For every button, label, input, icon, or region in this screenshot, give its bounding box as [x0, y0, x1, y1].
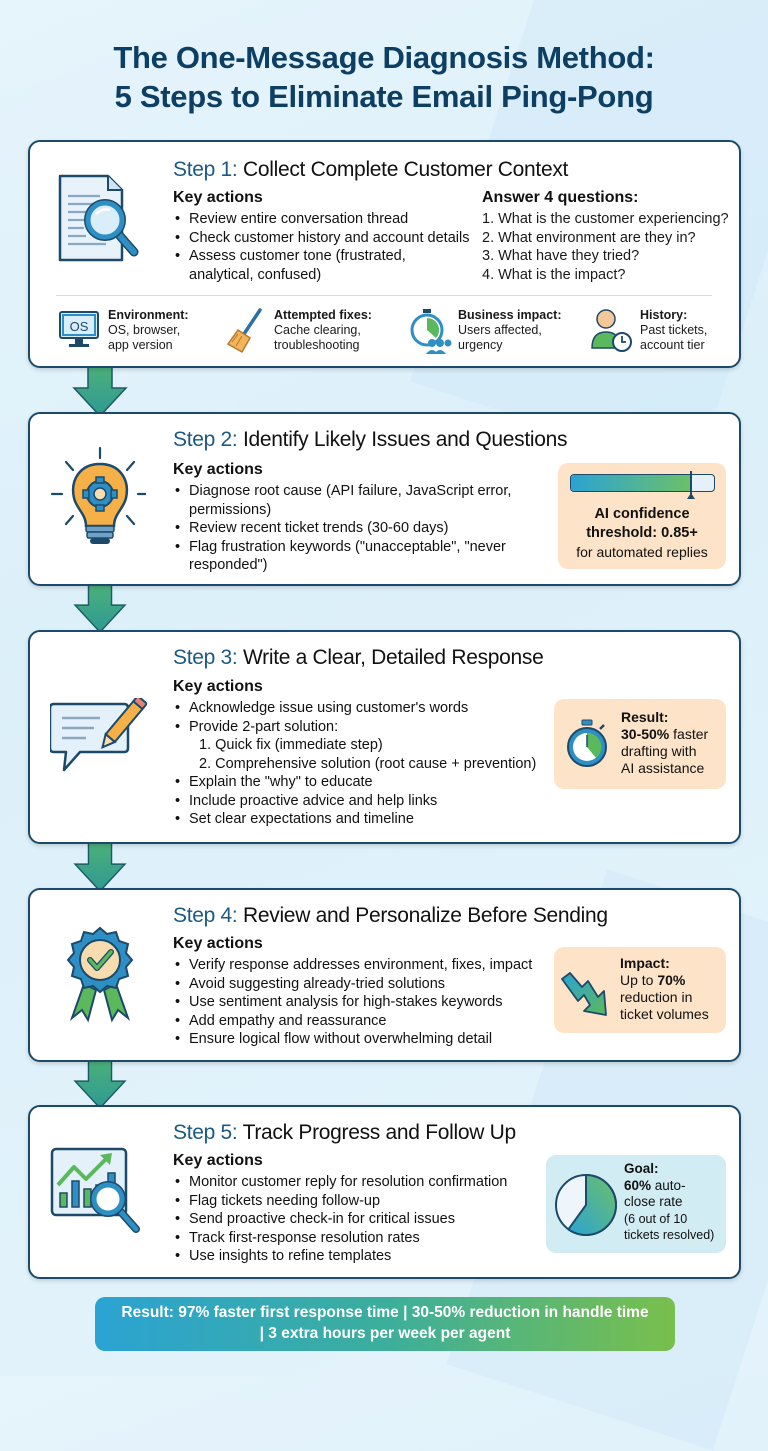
- key-actions-list: [175, 699, 536, 829]
- questions-heading: Answer 4 questions:: [482, 189, 639, 206]
- award-badge-check-icon: [50, 924, 150, 1029]
- stopwatch-icon: [564, 719, 610, 769]
- question-item: 2. What environment are they in?: [482, 229, 696, 246]
- goal-callout: [546, 1155, 726, 1253]
- impact-callout: [554, 947, 726, 1033]
- step-number: Step 1:: [173, 158, 238, 181]
- step-title-text: Write a Clear, Detailed Response: [243, 646, 544, 669]
- list-item: • Set clear expectations and timeline: [175, 810, 536, 829]
- step-title-text: Review and Personalize Before Sending: [243, 904, 608, 927]
- step-1-title: [173, 158, 568, 182]
- list-item: • Review recent ticket trends (30-60 days): [175, 519, 511, 538]
- factor-text: Users affected,: [458, 323, 542, 337]
- page-title: [0, 38, 768, 116]
- callout-text: (6 out of 10: [624, 1211, 688, 1226]
- confidence-bar-fill: [571, 475, 690, 491]
- list-item: • Include proactive advice and help links: [175, 792, 536, 811]
- callout-text: AI confidence: [594, 506, 690, 522]
- lightbulb-gear-icon: [46, 446, 146, 559]
- factor-text: urgency: [458, 338, 503, 352]
- list-item: • Flag frustration keywords ("unacceptable", "never: [175, 538, 511, 557]
- callout-highlight: 60%: [624, 1177, 652, 1193]
- document-search-icon: [50, 172, 150, 269]
- step-number: Step 4:: [173, 904, 238, 927]
- threshold-marker-icon: [687, 493, 695, 499]
- arrow-down-icon: [72, 584, 128, 634]
- callout-text: reduction in: [620, 989, 693, 1005]
- arrow-down-icon: [72, 1060, 128, 1110]
- title-line-1: The One-Message Diagnosis Method:: [113, 40, 655, 75]
- step-number: Step 2:: [173, 428, 238, 451]
- callout-text: AI assistance: [621, 760, 705, 776]
- callout-text: auto-: [651, 1177, 686, 1193]
- step-5-title: [173, 1121, 516, 1145]
- step-title-text: Collect Complete Customer Context: [243, 158, 569, 181]
- step-2-title: [173, 428, 567, 452]
- list-item: • Use sentiment analysis for high-stakes keywords: [175, 993, 532, 1012]
- list-item: • Assess customer tone (frustrated,: [175, 247, 469, 266]
- broom-icon: [226, 308, 266, 354]
- list-item: • Review entire conversation thread: [175, 210, 469, 229]
- list-item: • Verify response addresses environment, fixes, impact: [175, 956, 532, 975]
- step-3-title: [173, 646, 544, 670]
- callout-highlight: 30-50%: [621, 726, 670, 742]
- callout-text: Up to: [620, 972, 658, 988]
- list-item: • Ensure logical flow without overwhelming detail: [175, 1030, 532, 1049]
- step-2-card: [28, 412, 741, 586]
- key-actions-list: [175, 1173, 507, 1266]
- list-item: • Send proactive check-in for critical issues: [175, 1210, 507, 1229]
- factor-label: Environment:: [108, 308, 189, 322]
- title-line-2: 5 Steps to Eliminate Email Ping-Pong: [114, 79, 654, 114]
- list-item: 2. Comprehensive solution (root cause + prevention): [199, 755, 537, 772]
- step-title-text: Track Progress and Follow Up: [242, 1121, 516, 1144]
- list-item: • Diagnose root cause (API failure, JavaScript error,: [175, 482, 511, 501]
- step-1-card: [28, 140, 741, 368]
- callout-text: threshold: 0.85+: [586, 525, 698, 541]
- divider: [56, 295, 712, 296]
- factor-label: Attempted fixes:: [274, 308, 372, 322]
- key-actions-heading: Key actions: [173, 1152, 263, 1169]
- key-actions-heading: Key actions: [173, 189, 263, 206]
- pie-chart-icon: [554, 1173, 618, 1237]
- step-title-text: Identify Likely Issues and Questions: [243, 428, 568, 451]
- callout-text: ticket volumes: [620, 1006, 709, 1022]
- result-callout: [554, 699, 726, 789]
- list-item: permissions): [189, 501, 272, 518]
- result-banner: [95, 1297, 675, 1351]
- list-item: • Explain the "why" to educate: [175, 773, 536, 792]
- list-item: • Flag tickets needing follow-up: [175, 1192, 507, 1211]
- list-item: • Check customer history and account details: [175, 229, 469, 248]
- callout-label: Goal:: [624, 1161, 659, 1176]
- factor-text: account tier: [640, 338, 705, 352]
- list-item: • Track first-response resolution rates: [175, 1229, 507, 1248]
- question-item: 1. What is the customer experiencing?: [482, 211, 729, 227]
- key-actions-heading: Key actions: [173, 935, 263, 952]
- callout-text: drafting with: [621, 743, 697, 759]
- list-item: • Provide 2-part solution:: [175, 718, 536, 737]
- factor-text: Cache clearing,: [274, 323, 361, 337]
- key-actions-heading: Key actions: [173, 678, 263, 695]
- factor-label: History:: [640, 308, 688, 322]
- user-clock-icon: [590, 308, 634, 352]
- list-item: analytical, confused): [189, 266, 322, 283]
- step-number: Step 5:: [173, 1121, 238, 1144]
- chart-magnifier-icon: [50, 1145, 150, 1246]
- os-monitor-icon: [58, 310, 100, 350]
- arrow-down-icon: [72, 843, 128, 893]
- callout-text: tickets resolved): [624, 1228, 715, 1242]
- arrow-down-icon: [72, 366, 128, 418]
- callout-text: for automated replies: [576, 544, 708, 560]
- list-item: • Monitor customer reply for resolution confirmation: [175, 1173, 507, 1192]
- callout-label: Result:: [621, 709, 669, 725]
- step-4-card: [28, 888, 741, 1062]
- step-3-card: [28, 630, 741, 844]
- chat-pencil-icon: [50, 698, 150, 787]
- factor-text: app version: [108, 338, 173, 352]
- confidence-bar: [570, 474, 715, 492]
- questions-list: [482, 210, 729, 284]
- confidence-callout: [558, 463, 726, 569]
- question-item: 4. What is the impact?: [482, 266, 626, 283]
- callout-text: close rate: [624, 1194, 683, 1209]
- factor-text: troubleshooting: [274, 338, 360, 352]
- list-item: 1. Quick fix (immediate step): [199, 737, 383, 753]
- step-5-card: [28, 1105, 741, 1279]
- callout-label: Impact:: [620, 955, 670, 971]
- callout-highlight: 70%: [657, 972, 686, 988]
- list-item: • Add empathy and reassurance: [175, 1012, 532, 1031]
- step-number: Step 3:: [173, 646, 238, 669]
- question-item: 3. What have they tried?: [482, 248, 640, 264]
- list-item: responded"): [189, 557, 268, 573]
- list-item: • Avoid suggesting already-tried solutions: [175, 975, 532, 994]
- key-actions-list: [175, 956, 532, 1049]
- key-actions-heading: Key actions: [173, 461, 263, 478]
- key-actions-list: [175, 210, 469, 284]
- svg-text:OS: OS: [69, 319, 89, 334]
- trend-down-arrow-icon: [560, 971, 610, 1021]
- result-banner-line-1: Result: 97% faster first response time | 30-50% reduction in handle time: [121, 1304, 649, 1321]
- callout-text: faster: [669, 726, 709, 742]
- stopwatch-users-icon: [408, 308, 452, 354]
- list-item: • Acknowledge issue using customer's words: [175, 699, 536, 718]
- list-item: • Use insights to refine templates: [175, 1247, 507, 1266]
- factor-label: Business impact:: [458, 308, 562, 322]
- result-banner-line-2: | 3 extra hours per week per agent: [259, 1325, 511, 1342]
- step-4-title: [173, 904, 608, 928]
- factor-text: OS, browser,: [108, 323, 181, 337]
- threshold-marker: [690, 471, 692, 495]
- key-actions-list: [175, 482, 511, 575]
- factor-text: Past tickets,: [640, 323, 708, 337]
